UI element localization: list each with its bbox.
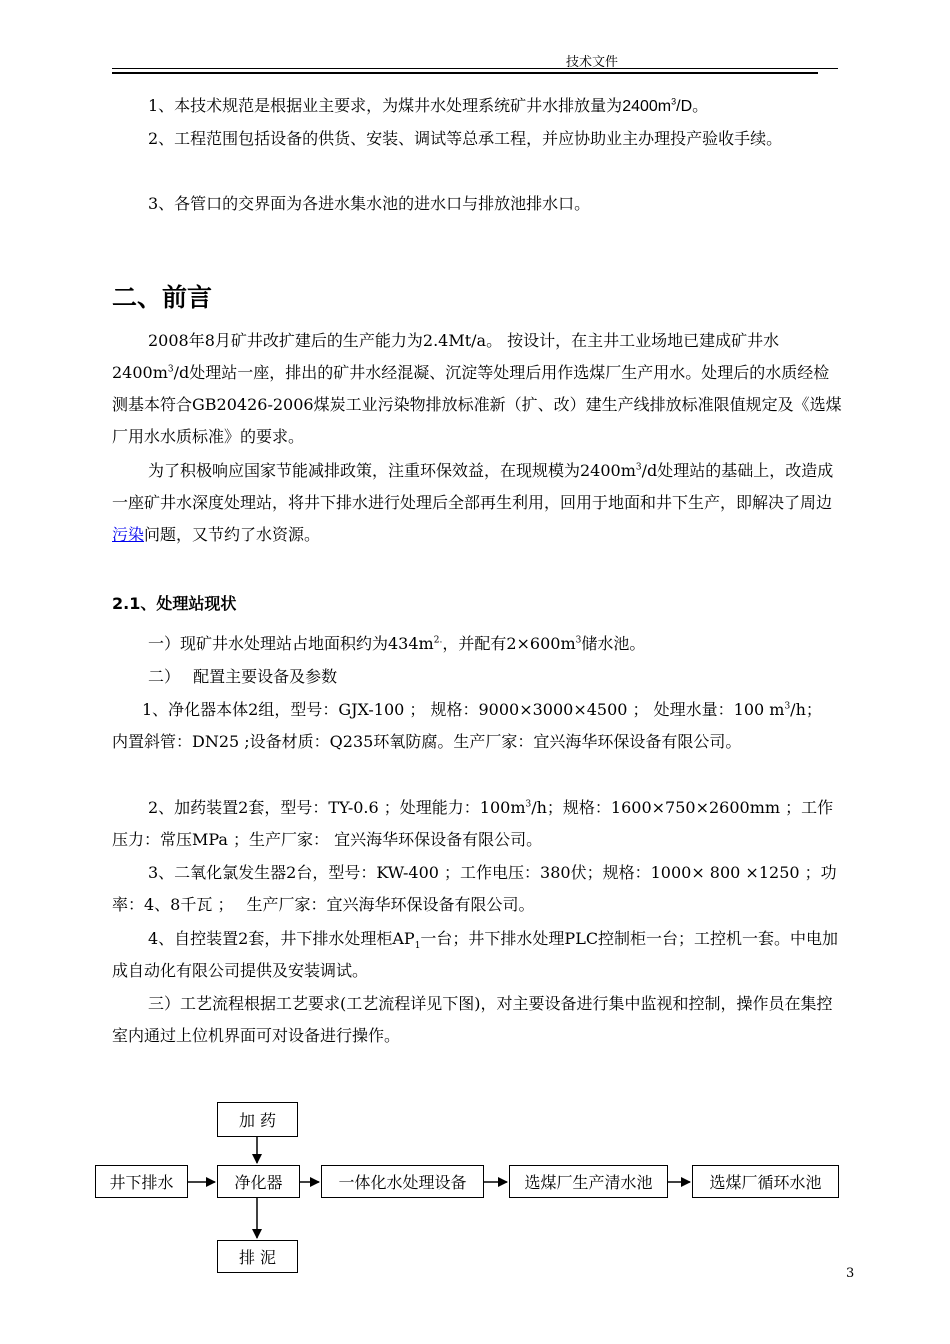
section-2-paragraph-2: 为了积极响应国家节能减排政策，注重环保效益，在现规模为$2400m^3/d$处理站的基础上，改造成一座矿井水深度处理站，将井下排水进行处理后全部再生利用，回用于地面和井下生产，即解决了周边污染问题，又节约了水资源。 [112,461,834,544]
equipment-item-4: 4、自控装置2套，井下排水处理柜$AP_1$一台；井下排水处理PLC控制柜一台；工控机一套。中电加成自动化有限公司提供及安装调试。 [112,929,839,980]
process-flow-description: 三）工艺流程根据工艺要求(工艺流程详见下图)，对主要设备进行集中监视和控制，操作员在集控室内通过上位机界面可对设备进行操作。 [112,994,833,1045]
header-title: 技术文件 [566,55,619,70]
flow-box-clear-water-pool: 选煤厂生产清水池 [509,1165,668,1198]
intro-item-2: 2、工程范围包括设备的供货、安装、调试等总承工程，并应协助业主办理投产验收手续。 [148,129,783,148]
equipment-item-1: 1、净化器本体2组，型号：GJX-100 ； 规格：9000×3000×4500 ； 处理水量：100 $m^3/h$； 内置斜管：DN25 ;设备材质：Q235环氧防腐。生产厂家：宜兴海华环保设备有限公司。 [112,700,822,751]
section-2-1-heading: 2.1、处理站现状 [112,594,237,613]
flow-box-circulation-pool: 选煤厂循环水池 [692,1165,839,1198]
flow-box-mine-drain: 井下排水 [95,1165,188,1198]
section-2-paragraph-1: 2008年8月矿井改扩建后的生产能力为2.4Mt/a。 按设计，在主井工业场地已建成矿井水$2400m^3/d$处理站一座，排出的矿井水经混凝、沉淀等处理后用作选煤厂生产用水。处理后的水质经检测基本符合GB20426-2006煤炭工业污染物排放标准新（扩、改）建生产线排放标准限值规定及《选煤厂用水水质标准》的要求。 [112,331,842,446]
status-item-2: 二） 配置主要设备及参数 [148,667,338,686]
status-item-1: 一）现矿井水处理站占地面积约为$434m^{2.}$，并配有$2\times 600m^3$储水池。 [148,634,646,653]
equipment-item-2: 2、加药装置2套，型号：TY-0.6 ；处理能力：$100m^3/h$；规格：1600×750×2600mm ；工作压力：常压MPa ；生产厂家： 宜兴海华环保设备有限公司。 [112,798,834,849]
section-2-heading: 二、前言 [112,283,213,312]
header-rule-thin [112,68,838,69]
header-rule-thick [112,72,818,74]
flow-box-integrated-treatment: 一体化水处理设备 [321,1165,484,1198]
intro-item-1: 1、本技术规范是根据业主要求，为煤井水处理系统矿井水排放量为$2400m^3/D$。 [148,96,709,115]
equipment-item-3: 3、二氧化氯发生器2台，型号：KW-400 ；工作电压：380伏；规格：1000× 800 ×1250 ；功率：4、8千瓦 ； 生产厂家：宜兴海华环保设备有限公司。 [112,863,837,914]
page-number: 3 [846,1266,855,1281]
pollution-link[interactable]: 污染 [112,525,145,544]
flow-box-purifier: 净化器 [217,1165,300,1198]
flow-box-dosing: 加 药 [217,1102,298,1137]
intro-item-3: 3、各管口的交界面为各进水集水池的进水口与排放池排水口。 [148,194,591,213]
flow-box-sludge: 排 泥 [217,1240,298,1273]
